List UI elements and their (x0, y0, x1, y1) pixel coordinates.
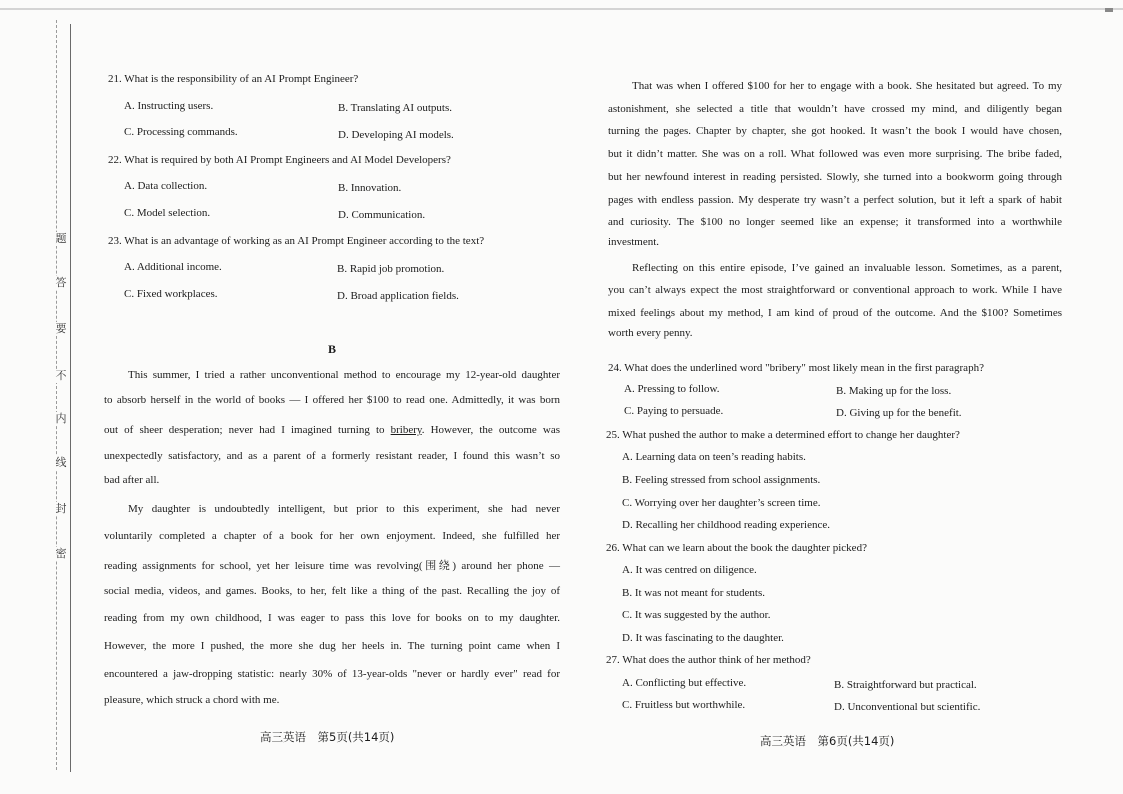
question-21-option-d: D. Developing AI models. (338, 129, 454, 141)
passage-line: you can’t always expect the most straightforward or conventional approach to work. While I have (608, 284, 1062, 296)
question-24-option-d: D. Giving up for the benefit. (836, 407, 962, 419)
question-21-option-b: B. Translating AI outputs. (338, 102, 452, 114)
section-b-heading: B (328, 342, 337, 356)
binding-char: 不 (55, 369, 67, 382)
question-21-option-a: A. Instructing users. (124, 100, 214, 112)
question-27-option-a: A. Conflicting but effective. (622, 677, 747, 689)
passage-line: out of sheer desperation; never had I imagined turning to bribery. However, the outcome was (104, 424, 560, 436)
passage-line: bad after all. (104, 474, 160, 486)
binding-char: 内 (55, 412, 67, 425)
binding-char: 线 (55, 456, 67, 469)
question-23-stem: 23. What is an advantage of working as an AI Prompt Engineer according to the text? (108, 235, 485, 247)
top-border-line (0, 8, 1123, 10)
question-26-stem: 26. What can we learn about the book the daughter picked? (606, 542, 867, 554)
question-26-option-c: C. It was suggested by the author. (622, 609, 771, 621)
passage-line: mixed feelings about my method, I am kind of proud of the outcome. And the $100? Sometimes (608, 307, 1062, 319)
binding-char: 题 (55, 232, 67, 245)
binding-char: 答 (55, 276, 67, 289)
passage-line: worth every penny. (608, 327, 693, 339)
question-25-option-d: D. Recalling her childhood reading experience. (622, 519, 831, 531)
passage-line: reading assignments for school, yet her leisure time was revolving(围绕) around her phone — (104, 560, 560, 572)
question-21-option-c: C. Processing commands. (124, 126, 238, 138)
question-22-option-c: C. Model selection. (124, 207, 211, 219)
question-25-option-b: B. Feeling stressed from school assignments. (622, 474, 821, 486)
passage-line: pages with endless passion. My desperate try wasn’t a perfect solution, but it left a spark of habit (608, 194, 1062, 206)
question-22-option-a: A. Data collection. (124, 180, 208, 192)
passage-line: voluntarily completed a chapter of a book for her own enjoyment. Indeed, she fulfilled her (104, 530, 560, 542)
passage-line: but her newfound interest in reading persisted. Slowly, she turned into a bookworm going through (608, 171, 1062, 183)
passage-line: but it didn’t matter. She was on a roll. What followed was even more surprising. The bribe faded, (608, 148, 1062, 160)
passage-line: turning the pages. Chapter by chapter, she got hooked. It wasn’t the book I would have chosen, (608, 125, 1062, 137)
passage-line: My daughter is undoubtedly intelligent, but prior to this experiment, she had never (128, 503, 560, 515)
question-26-option-d: D. It was fascinating to the daughter. (622, 632, 784, 644)
passage-line: This summer, I tried a rather unconventional method to encourage my 12-year-old daughter (128, 369, 560, 381)
question-24-option-b: B. Making up for the loss. (836, 385, 952, 397)
passage-line: social media, videos, and games. Books, to her, felt like a thing of the past. Recalling the joy of (104, 585, 560, 597)
passage-line: and curiosity. The $100 no longer seemed like an expense; it transformed into a worthwhile (608, 216, 1062, 228)
question-23-option-b: B. Rapid job promotion. (337, 263, 445, 275)
question-22-option-b: B. Innovation. (338, 182, 402, 194)
question-22-option-d: D. Communication. (338, 209, 426, 221)
question-24-stem: 24. What does the underlined word "bribery" most likely mean in the first paragraph? (608, 362, 984, 374)
question-23-option-c: C. Fixed workplaces. (124, 288, 218, 300)
passage-line: Reflecting on this entire episode, I’ve gained an invaluable lesson. Sometimes, as a parent, (632, 262, 1062, 274)
question-27-option-b: B. Straightforward but practical. (834, 679, 977, 691)
question-25-stem: 25. What pushed the author to make a determined effort to change her daughter? (606, 429, 960, 441)
binding-solid-line (70, 24, 71, 772)
question-25-option-a: A. Learning data on teen’s reading habits. (622, 451, 806, 463)
question-27-option-d: D. Unconventional but scientific. (834, 701, 981, 713)
underlined-word-bribery: bribery (390, 424, 422, 436)
question-27-stem: 27. What does the author think of her method? (606, 654, 811, 666)
question-23-option-d: D. Broad application fields. (337, 290, 459, 302)
page-footer: 高三英语 第5页(共14页) (260, 730, 395, 744)
corner-mark (1105, 8, 1113, 12)
binding-char: 密 (55, 547, 67, 560)
question-23-option-a: A. Additional income. (124, 261, 222, 273)
page-footer: 高三英语 第6页(共14页) (760, 734, 895, 748)
question-25-option-c: C. Worrying over her daughter’s screen time. (622, 497, 821, 509)
passage-line: However, the more I pushed, the more she dug her heels in. The turning point came when I (104, 640, 560, 652)
passage-line: investment. (608, 236, 660, 248)
question-26-option-a: A. It was centred on diligence. (622, 564, 757, 576)
passage-line: encountered a jaw-dropping statistic: nearly 30% of 13-year-olds "never or hardly ever" read for (104, 668, 560, 680)
question-27-option-c: C. Fruitless but worthwhile. (622, 699, 746, 711)
passage-line: pleasure, which struck a chord with me. (104, 694, 280, 706)
question-24-option-a: A. Pressing to follow. (624, 383, 720, 395)
binding-char: 封 (55, 502, 67, 515)
binding-char: 要 (55, 322, 67, 335)
binding-dashed-line (56, 20, 57, 770)
passage-line: unexpectedly satisfactory, and as a parent of a formerly resistant reader, I found this wasn’t so (104, 450, 560, 462)
passage-line: That was when I offered $100 for her to engage with a book. She hesitated but agreed. To my (632, 80, 1062, 92)
passage-line: astonishment, she selected a title that wouldn’t have crossed my mind, and diligently began (608, 103, 1062, 115)
question-21-stem: 21. What is the responsibility of an AI Prompt Engineer? (108, 73, 359, 85)
question-24-option-c: C. Paying to persuade. (624, 405, 724, 417)
passage-line: reading from my own childhood, I was eager to pass this love for books on to my daughter. (104, 612, 560, 624)
question-26-option-b: B. It was not meant for students. (622, 587, 765, 599)
question-22-stem: 22. What is required by both AI Prompt Engineers and AI Model Developers? (108, 154, 451, 166)
passage-line: to absorb herself in the world of books — I offered her $100 to read one. Admittedly, it was born (104, 394, 560, 406)
